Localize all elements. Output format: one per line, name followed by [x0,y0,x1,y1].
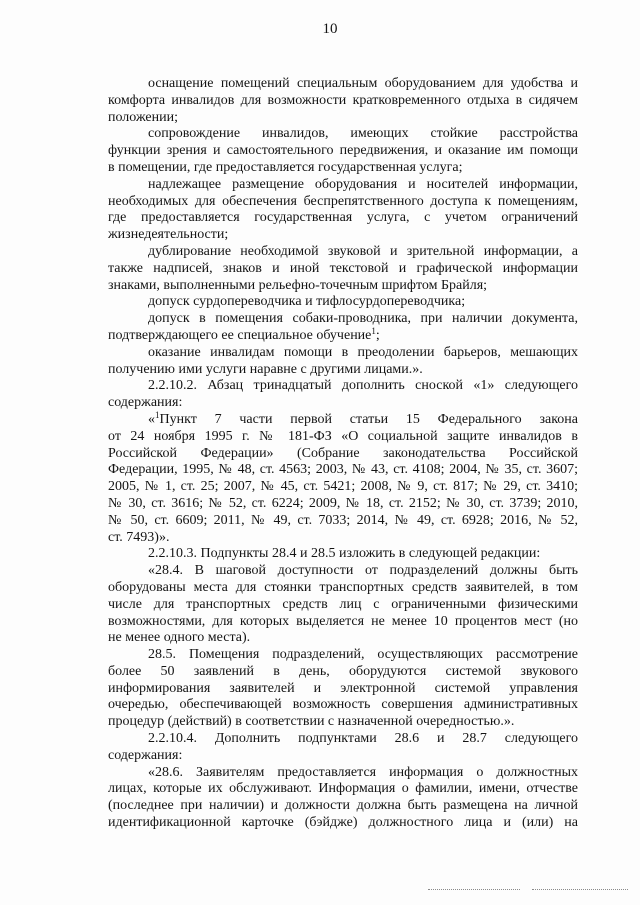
text-line: 2.2.10.3. Подпункты 28.4 и 28.5 изложить в следующей редакции: [148,546,541,562]
text-line: оказание инвалидам помощи в преодолении барьеров, мешающих [148,344,578,360]
text-line: более 50 заявлений в день, оборудуются системой звукового [108,663,578,679]
paragraph [108,311,578,345]
text-line: получению ими услуги наравне с другими лицами.». [108,361,423,377]
text-line: также надписей, знаков и иной текстовой и графической информации [108,260,578,276]
paragraph [108,378,578,412]
text-line: необходимых для обеспечения беспрепятственного доступа к помещениям, [108,193,578,209]
text-line: дублирование необходимой звуковой и зрительной информации, а [148,243,578,259]
footnote-marker: 1 [155,409,160,420]
text-line: идентификационной карточке (бэйдже) должностного лица и (или) на [108,815,578,831]
text-line: допуск сурдопереводчика и тифлосурдопереводчика; [148,294,466,310]
text-segment: подтверждающего ее специальное обучение [108,327,372,343]
text-line: очередью, обеспечивающей возможность совершения административных [108,697,578,713]
paragraph [108,546,578,563]
text-line: функции зрения и самостоятельного передвижения, и оказание им помощи [108,143,578,159]
text-line: допуск в помещения собаки-проводника, при наличии документа, [148,311,578,327]
document-body [108,76,578,832]
footnote-marker: 1 [371,325,376,336]
paragraph [108,409,578,546]
text-line: комфорта инвалидов для возможности кратковременного отдыха в сидячем [108,92,578,108]
paragraph [108,345,578,379]
paragraph [108,294,578,311]
text-line: оборудованы места для стоянки транспортных средств заявителей, в том [108,579,578,595]
text-line: 28.5. Помещения подразделений, осуществляющих рассмотрение [148,647,578,663]
paragraph [108,244,578,294]
text-segment: « [148,411,155,427]
text-line: от 24 ноября 1995 г. № 181-ФЗ «О социальной защите инвалидов в [108,428,578,444]
text-segment: ; [375,327,380,343]
paragraph [108,647,578,731]
paragraph [108,731,578,765]
text-line: сопровождение инвалидов, имеющих стойкие расстройства [148,126,578,142]
scan-artifact-line [428,889,520,890]
text-line: содержания: [108,395,183,411]
text-line: не менее одного места). [108,630,251,646]
text-line: № 50, ст. 6609; 2011, № 49, ст. 7033; 2014, № 49, ст. 6928; 2016, № 52, [108,512,578,528]
paragraph [108,177,578,244]
paragraph [108,126,578,176]
text-line: в помещении, где предоставляется государственная услуга; [108,159,463,175]
text-line: оснащение помещений специальным оборудованием для удобства и [148,76,578,91]
text-line: 2.2.10.2. Абзац тринадцатый дополнить сноской «1» следующего [148,378,578,394]
text-line: лицах, которые их обслуживают. Информация о фамилии, имени, отчестве [108,781,578,797]
paragraph [108,563,578,647]
text-line [108,325,578,345]
text-line: ст. 7493)». [108,529,170,545]
text-line: числе для транспортных средств лиц с ограниченными физическими [108,596,578,612]
scan-artifact-line [532,889,628,890]
text-line [108,409,578,429]
text-line: информирования заявителей и электронной системой управления [108,680,578,696]
text-segment: Пункт 7 части первой статьи 15 Федерального закона [159,411,578,427]
text-line: где предоставляется государственная услуга, с учетом ограничений [108,210,578,226]
text-line: Российской Федерации» (Собрание законодательства Российской [108,445,578,461]
text-line: (последнее при наличии) и должности должна быть размещена на личной [108,798,578,814]
paragraph [108,76,578,126]
text-line: надлежащее размещение оборудования и носителей информации, [148,176,578,192]
text-line: 2005, № 1, ст. 25; 2007, № 45, ст. 5421; 2008, № 9, ст. 817; № 29, ст. 3410; [108,479,578,495]
text-line: процедур (действий) в соответствии с назначенной очередностью.». [108,714,515,730]
text-line: «28.6. Заявителям предоставляется информация о должностных [148,764,578,780]
text-line: возможностями, для которых выделяется не менее 10 процентов мест (но [108,613,578,629]
text-line: № 30, ст. 3616; № 52, ст. 6224; 2009, № 18, ст. 2152; № 30, ст. 3739; 2010, [108,495,578,511]
text-line: «28.4. В шаговой доступности от подразделений должны быть [148,563,578,579]
paragraph [108,765,578,832]
text-line: Федерации, 1995, № 48, ст. 4563; 2003, № 43, ст. 4108; 2004, № 35, ст. 3607; [108,462,578,478]
text-line: жизнедеятельности; [108,227,229,243]
page-number: 10 [322,21,338,37]
text-line: содержания: [108,747,183,763]
text-line: положении; [108,109,179,125]
text-line: 2.2.10.4. Дополнить подпунктами 28.6 и 28.7 следующего [148,731,578,747]
text-line: знаками, выполненными рельефно-точечным шрифтом Брайля; [108,277,488,293]
